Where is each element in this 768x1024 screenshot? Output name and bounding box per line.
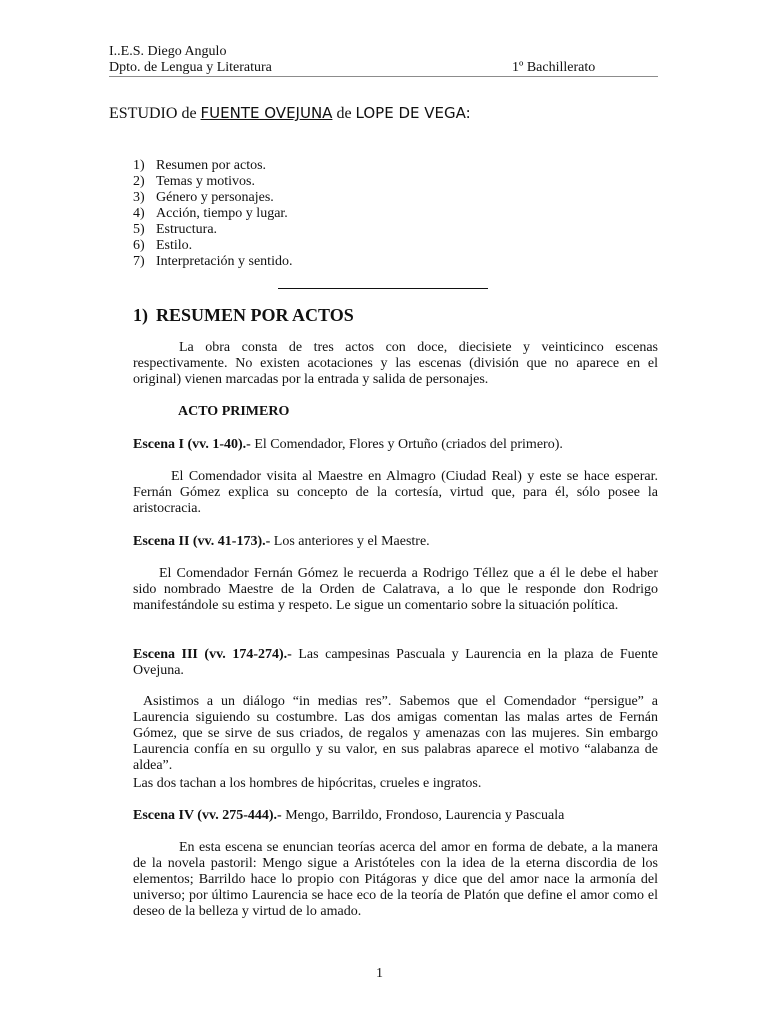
toc-item-label: Acción, tiempo y lugar. — [156, 206, 288, 221]
title-work: FUENTE OVEJUNA — [200, 104, 333, 122]
table-of-contents — [133, 158, 292, 270]
section-heading — [133, 304, 354, 326]
header-line-2 — [109, 59, 658, 76]
section-title: RESUMEN POR ACTOS — [156, 305, 354, 325]
scene-paragraph: Asistimos a un diálogo “in medias res”. Sabemos que el Comendador “persigue” a Laurencia siguiendo su costumbre. Las dos amigas comentan las malas artes de Fernán Gómez, que se sirve de sus criados, de regalos y amenazas con las mujeres. Sin embargo Laurencia confía en su orgullo y su valor, en sus palabras aparece el motivo “alabanza de aldea”. — [133, 694, 658, 773]
scene-label: Escena III (vv. 174-274).- — [133, 647, 292, 662]
header-course: 1º Bachillerato — [512, 60, 596, 75]
scene-paragraph: El Comendador Fernán Gómez le recuerda a Rodrigo Téllez que a él le debe el haber sido nombrado Maestre de la Orden de Calatrava, a lo que le responde don Rodrigo manifestándole su estima y respeto. Le sigue un comentario sobre la situación política. — [133, 566, 658, 613]
toc-item-number: 2) — [133, 174, 145, 189]
title-author: LOPE DE VEGA — [355, 104, 466, 122]
toc-item-number: 3) — [133, 190, 145, 205]
toc-item — [133, 174, 292, 190]
toc-item-label: Resumen por actos. — [156, 158, 267, 173]
section-number: 1) — [133, 305, 148, 325]
toc-item-number: 4) — [133, 206, 145, 221]
scene-label: Escena II (vv. 41-173).- — [133, 534, 271, 549]
title-suffix: : — [465, 104, 471, 122]
toc-item — [133, 206, 292, 222]
toc-item-number: 1) — [133, 158, 145, 173]
scene-paragraph: En esta escena se enuncian teorías acerca del amor en forma de debate, a la manera de la novela pastoril: Mengo sigue a Aristóteles con la idea de la eterna discordia de los elementos; Barrildo hace lo propio con Pitágoras y dice que del amor nace la armonía del universo; por último Laurencia se hace eco de la teoría de Platón que define el amor como el deseo de la belleza y virtud de lo amado. — [133, 840, 658, 919]
toc-item-label: Interpretación y sentido. — [156, 254, 293, 269]
intro-paragraph: La obra consta de tres actos con doce, diecisiete y veinticinco escenas respectivamente. No existen acotaciones y las escenas (división que no aparece en el original) vienen marcadas por la entrada y salida de personajes. — [133, 340, 658, 387]
scene-label: Escena I (vv. 1-40).- — [133, 437, 251, 452]
toc-item — [133, 222, 292, 238]
toc-item — [133, 238, 292, 254]
scene-heading — [133, 437, 658, 453]
toc-divider — [278, 288, 488, 289]
title-prefix: ESTUDIO de — [109, 105, 201, 122]
header-divider — [109, 76, 658, 77]
scene-heading — [133, 647, 658, 679]
toc-item-label: Estructura. — [156, 222, 218, 237]
scene-characters: Mengo, Barrildo, Frondoso, Laurencia y Pascuala — [281, 808, 565, 823]
scene-characters: Los anteriores y el Maestre. — [270, 534, 430, 549]
scene-heading — [133, 534, 658, 550]
toc-item-number: 7) — [133, 254, 145, 269]
toc-item — [133, 158, 292, 174]
act-heading: ACTO PRIMERO — [178, 404, 290, 419]
toc-item-label: Temas y motivos. — [156, 174, 255, 189]
scene-paragraph: El Comendador visita al Maestre en Almagro (Ciudad Real) y este se hace esperar. Fernán Gómez explica su concepto de la cortesía, virtud que, para él, sólo posee la aristocracia. — [133, 469, 658, 516]
header-school: I..E.S. Diego Angulo — [109, 44, 227, 59]
page-number: 1 — [376, 966, 383, 981]
toc-item-number: 6) — [133, 238, 145, 253]
scene-characters: El Comendador, Flores y Ortuño (criados del primero). — [250, 437, 563, 452]
scene-label: Escena IV (vv. 275-444).- — [133, 808, 282, 823]
document-title — [109, 103, 471, 124]
toc-item-label: Estilo. — [156, 238, 193, 253]
scene-characters: Las campesinas Pascuala y Laurencia en la plaza de Fuente Ovejuna. — [133, 647, 658, 678]
title-middle: de — [332, 105, 356, 122]
header-department: Dpto. de Lengua y Literatura — [109, 60, 272, 75]
toc-item-label: Género y personajes. — [156, 190, 274, 205]
toc-item — [133, 254, 292, 270]
toc-item — [133, 190, 292, 206]
toc-item-number: 5) — [133, 222, 145, 237]
scene-heading — [133, 808, 658, 824]
scene-paragraph: Las dos tachan a los hombres de hipócritas, crueles e ingratos. — [133, 776, 482, 791]
